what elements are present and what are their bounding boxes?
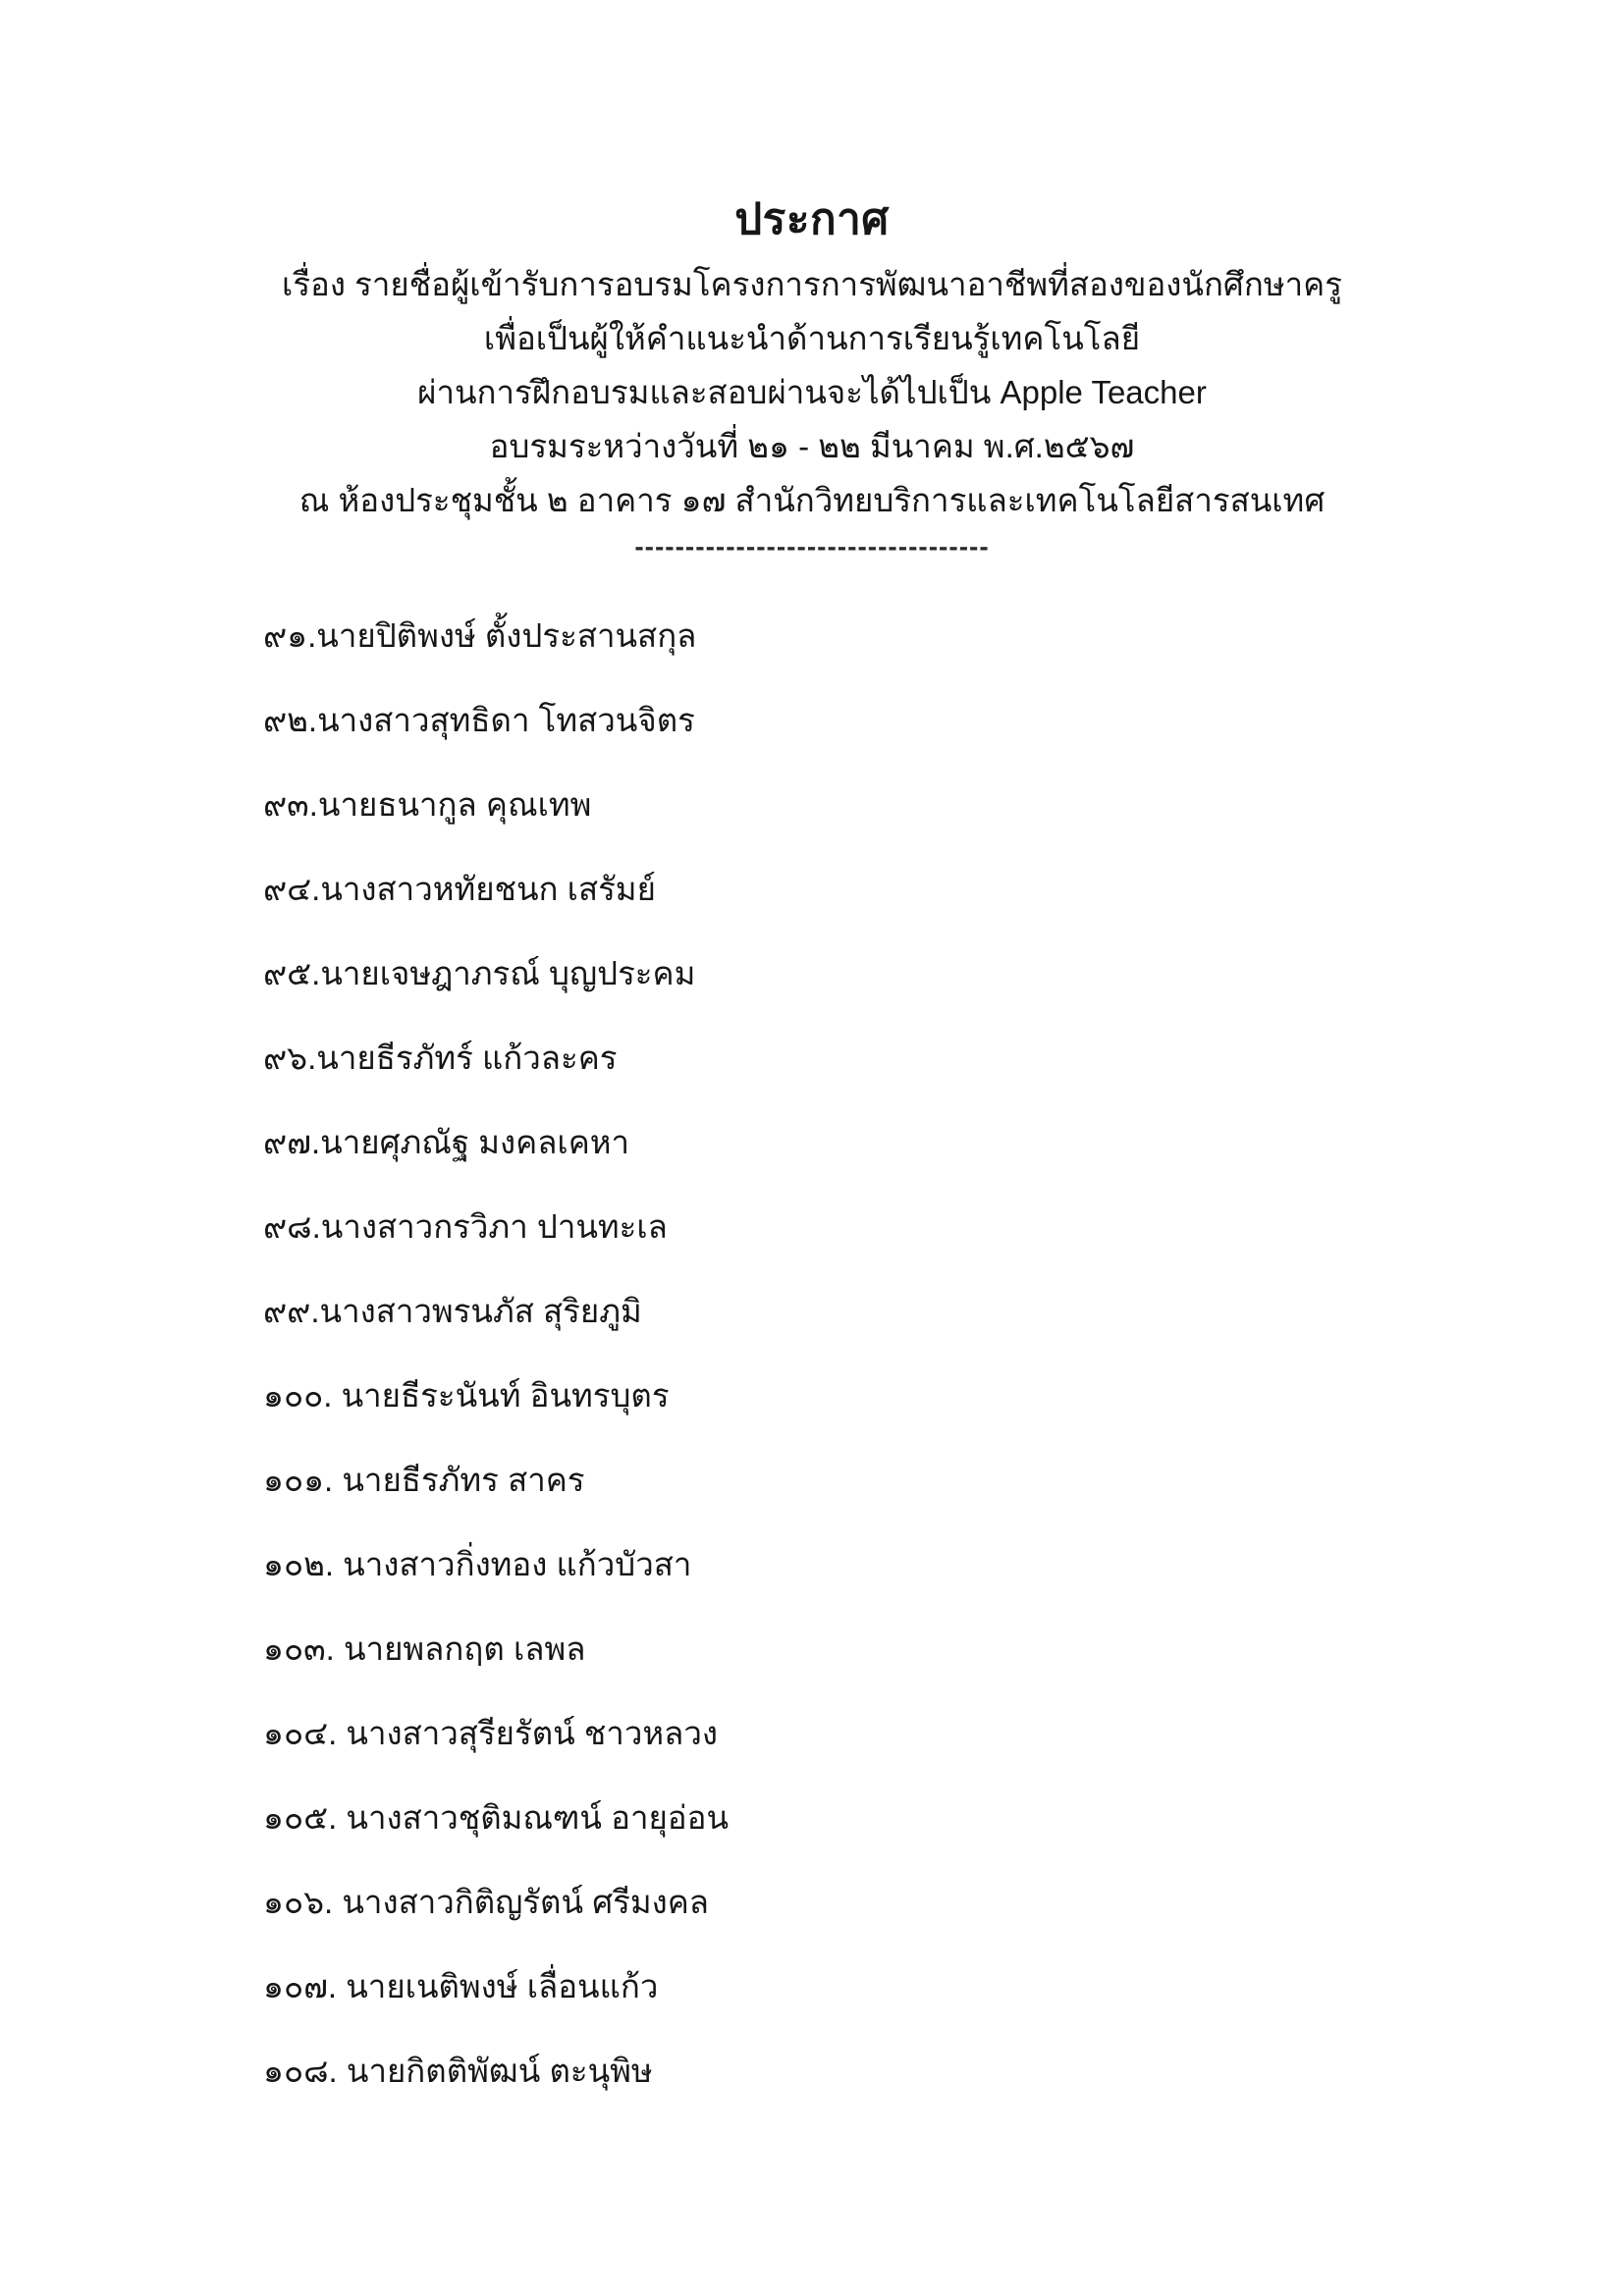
- header-subtitle-block: [0, 257, 1624, 527]
- attendee-list-item: ๑๐๒. นางสาวกิ่งทอง แก้วบัวสา: [263, 1546, 692, 1582]
- attendee-list-item: ๑๐๕. นางสาวชุติมณฑน์ อายุอ่อน: [263, 1799, 730, 1836]
- header-training-dates-line: อบรมระหว่างวันที่ ๒๑ - ๒๒ มีนาคม พ.ศ.๒๕๖๗: [489, 428, 1135, 464]
- attendee-list-item: ๑๐๐. นายธีระนันท์ อินทรบุตร: [263, 1377, 670, 1414]
- dashed-separator: -----------------------------------: [634, 531, 990, 561]
- document-header: [0, 0, 1624, 562]
- attendee-list-item: ๙๘.นางสาวกรวิภา ปานทะเล: [263, 1208, 668, 1245]
- attendee-list-item: ๑๐๔. นางสาวสุรียรัตน์ ชาวหลวง: [263, 1715, 718, 1751]
- attendee-list-item: ๙๙.นางสาวพรนภัส สุริยภูมิ: [263, 1293, 642, 1329]
- attendee-list-item: ๑๐๑. นายธีรภัทร สาคร: [263, 1462, 585, 1498]
- attendee-list-item: ๙๕.นายเจษฎาภรณ์ บุญประคม: [263, 955, 696, 991]
- attendee-list-item: ๙๖.นายธีรภัทร์ แก้วละคร: [263, 1040, 618, 1076]
- attendee-list: [0, 614, 1624, 2094]
- attendee-list-item: ๑๐๓. นายพลกฤต เลพล: [263, 1630, 586, 1667]
- attendee-list-item: ๙๓.นายธนากูล คุณเทพ: [263, 786, 592, 823]
- attendee-list-item: ๑๐๗. นายเนติพงษ์ เลื่อนแก้ว: [263, 1968, 659, 2004]
- header-subject-line: เรื่อง รายชื่อผู้เข้ารับการอบรมโครงการการพัฒนาอาชีพที่สองของนักศึกษาครู: [282, 266, 1342, 302]
- attendee-list-item: ๙๒.นางสาวสุทธิดา โทสวนจิตร: [263, 702, 695, 738]
- attendee-list-item: ๙๗.นายศุภณัฐ มงคลเคหา: [263, 1124, 630, 1160]
- attendee-list-item: ๙๑.นายปิติพงษ์ ตั้งประสานสกุล: [263, 617, 697, 654]
- attendee-list-item: ๑๐๘. นายกิตติพัฒน์ ตะนุพิษ: [263, 2053, 653, 2089]
- attendee-list-item: ๙๔.นางสาวหทัยชนก เสรัมย์: [263, 871, 656, 907]
- page-title: ประกาศ: [734, 195, 890, 243]
- header-apple-teacher-line: ผ่านการฝึกอบรมและสอบผ่านจะได้ไปเป็น Apple Teacher: [417, 374, 1207, 410]
- header-purpose-line: เพื่อเป็นผู้ให้คำแนะนำด้านการเรียนรู้เทคโนโลยี: [483, 320, 1141, 356]
- header-venue-line: ณ ห้องประชุมชั้น ๒ อาคาร ๑๗ สำนักวิทยบริการและเทคโนโลยีสารสนเทศ: [298, 482, 1326, 518]
- attendee-list-item: ๑๐๖. นางสาวกิติญรัตน์ ศรีมงคล: [263, 1884, 710, 1920]
